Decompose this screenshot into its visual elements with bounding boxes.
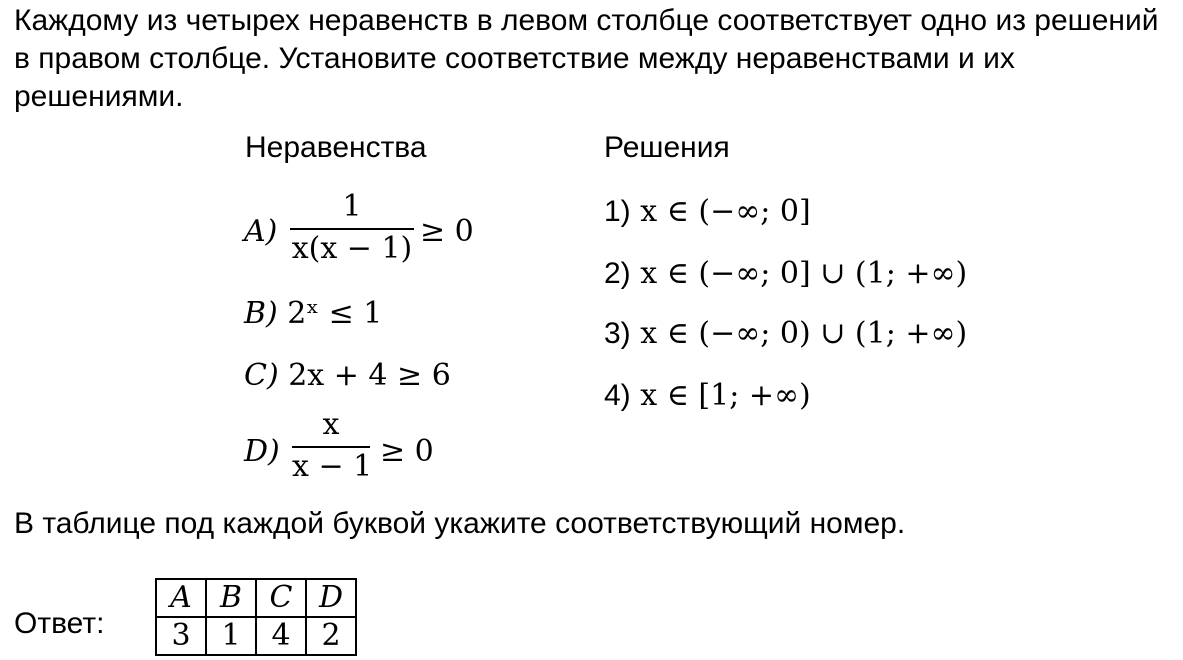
inequality-d-relation: ≥ 0 [380,434,434,469]
solution-2 [604,256,967,292]
inequality-c [244,358,451,394]
solution-number: 3) [604,317,631,350]
solution-number: 1) [604,195,631,228]
answer-letter-cell: D [306,579,356,617]
answer-table [155,578,357,656]
solutions-heading: Решения [604,131,730,164]
answer-value-cell: 3 [156,617,206,655]
answer-values-row [156,617,356,655]
inequality-d-denominator: x − 1 [292,449,373,484]
answer-value-cell: 2 [306,617,356,655]
inequality-c-label: C) [244,358,279,393]
inequality-d-numerator: x [322,407,340,442]
inequality-a-denominator: x(x − 1) [291,231,413,266]
solution-text: x ∈ (−∞; 0] [640,194,811,229]
fraction-bar [290,228,414,230]
inequality-d-fraction [292,407,373,484]
inequality-a-label: A) [244,214,278,249]
inequality-c-expression: 2x + 4 ≥ 6 [288,358,451,393]
solution-text: x ∈ (−∞; 0) ∪ (1; +∞) [640,316,968,351]
task-statement: Каждому из четырех неравенств в левом столбце соответствует одно из решений в правом столбце. Установите соответствие между неравенствами и их решениями. [14,4,1159,113]
solution-number: 4) [604,379,631,412]
inequality-a-relation: ≥ 0 [420,214,474,249]
inequality-b-label: B) [244,296,278,331]
solution-number: 2) [604,257,631,290]
answer-value-cell: 4 [256,617,306,655]
instruction-text: В таблице под каждой буквой укажите соответствующий номер. [14,507,906,540]
answer-letter-cell: B [206,579,256,617]
inequality-a-fraction [290,190,414,266]
inequality-a-numerator: 1 [342,189,362,224]
inequality-b-expression: 2ˣ ≤ 1 [287,296,383,331]
inequality-b [244,296,382,332]
fraction-bar [292,446,370,448]
answer-label: Ответ: [14,607,105,640]
answer-letter-cell: C [256,579,306,617]
solution-1 [604,194,811,230]
answer-letters-row [156,579,356,617]
inequalities-heading: Неравенства [245,131,427,164]
solution-text: x ∈ (−∞; 0] ∪ (1; +∞) [640,256,968,291]
solution-4 [604,378,811,414]
answer-value-cell: 1 [206,617,256,655]
answer-letter-cell: A [156,579,206,617]
solution-3 [604,316,967,352]
solution-text: x ∈ [1; +∞) [640,378,811,413]
inequality-d-label: D) [244,434,280,469]
